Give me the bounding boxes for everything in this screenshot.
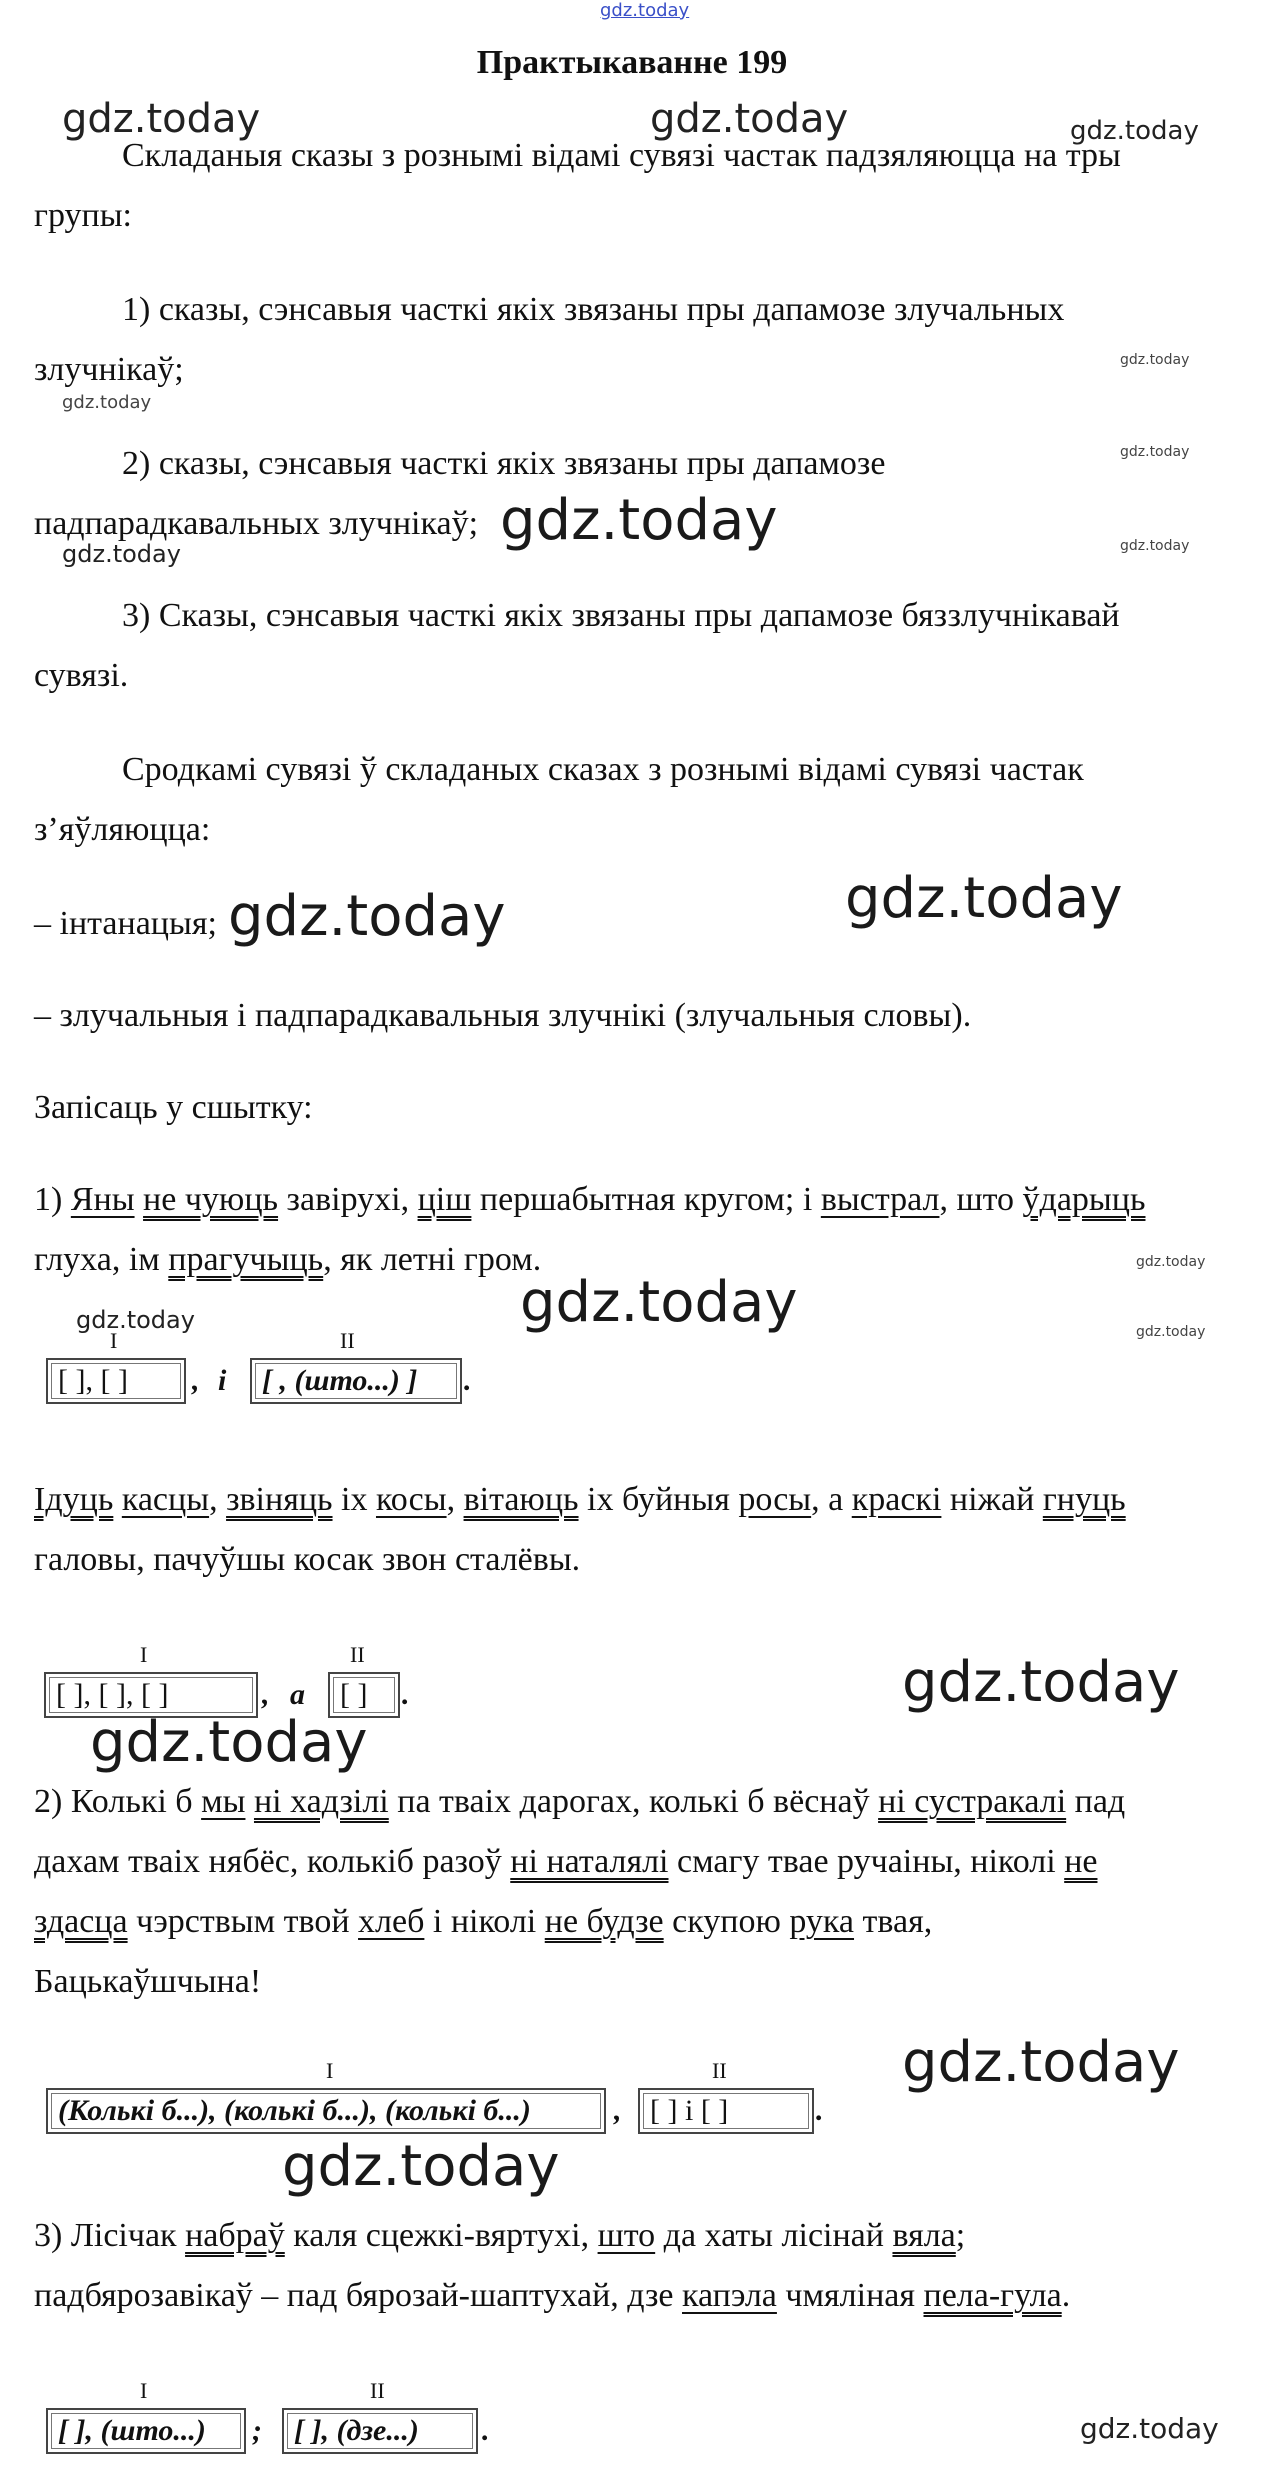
watermark: gdz.today — [500, 488, 778, 553]
subject: хлеб — [358, 1903, 425, 1940]
group-1-line: 1) сказы, сэнсавыя часткі якіх звязаны пры дапамозе злучальных — [122, 291, 1065, 328]
predicate: ўдарыць — [1022, 1181, 1146, 1218]
group-3-line: сувязі. — [34, 657, 129, 694]
watermark: gdz.today — [520, 1270, 798, 1335]
predicate: набраў — [185, 2217, 285, 2254]
scheme-part: [ ], (дзе...) — [282, 2408, 478, 2454]
sentence-4-line: падбярозавікаў – пад бярозай-шаптухай, дзе капэла чмяліная пела-гула. — [34, 2277, 1071, 2314]
subject: краскі — [851, 1481, 942, 1518]
sentence-3-line: здасца чэрствым твой хлеб і ніколі не будзе скупою рука твая, — [34, 1903, 933, 1940]
group-1-line: злучнікаў; — [34, 351, 184, 388]
subject: выстрал — [820, 1181, 940, 1218]
predicate: Ідуць — [34, 1481, 114, 1518]
watermark: gdz.today — [1120, 538, 1190, 554]
predicate: звіняць — [226, 1481, 333, 1518]
watermark: gdz.today — [902, 2030, 1180, 2095]
sentence-2-line: галовы, пачуўшы косак звон сталёвы. — [34, 1541, 581, 1578]
predicate: ціш — [417, 1181, 472, 1218]
means-line: з’яўляюцца: — [34, 811, 211, 848]
watermark: gdz.today — [902, 1650, 1180, 1715]
sentence-3-line: 2) Колькі б мы ні хадзілі па тваіх дарогах, колькі б вёснаў ні сустракалі пад — [34, 1783, 1126, 1820]
subject: капэла — [682, 2277, 777, 2314]
subject: росы — [738, 1481, 812, 1518]
subject: што — [597, 2217, 656, 2254]
watermark: gdz.today — [1120, 352, 1190, 368]
watermark: gdz.today — [62, 96, 261, 142]
means-intonation: – інтанацыя; — [34, 905, 217, 942]
watermark: gdz.today — [76, 1306, 195, 1334]
predicate: пела-гула — [923, 2277, 1062, 2314]
predicate: гнуць — [1042, 1481, 1126, 1518]
subject: косы — [375, 1481, 447, 1518]
watermark: gdz.today — [90, 1710, 368, 1775]
subject: касцы — [121, 1481, 210, 1518]
scheme-part: [ ], (што...) — [46, 2408, 246, 2454]
scheme-part: [ ], [ ], [ ] — [44, 1672, 258, 1718]
watermark: gdz.today — [1120, 444, 1190, 460]
watermark: gdz.today — [62, 540, 181, 568]
subject: Яны — [70, 1181, 135, 1218]
predicate: не — [1064, 1843, 1098, 1880]
scheme-part: [ ] — [328, 1672, 400, 1718]
watermark: gdz.today — [1136, 1254, 1206, 1270]
subject: мы — [201, 1783, 246, 1820]
means-line: Сродкамі сувязі ў складаных сказах з рознымі відамі сувязі частак — [122, 751, 1084, 788]
means-conjunctions: – злучальныя і падпарадкавальныя злучнікі (злучальныя словы). — [34, 997, 972, 1034]
predicate: не чуюць — [143, 1181, 279, 1218]
predicate: здасца — [34, 1903, 128, 1940]
page-title: Практыкаванне 199 — [476, 44, 788, 81]
group-2-line: 2) сказы, сэнсавыя часткі якіх звязаны пры дапамозе — [122, 445, 886, 482]
predicate: ні хадзілі — [253, 1783, 389, 1820]
sentence-3-line: Бацькаўшчына! — [34, 1963, 262, 2000]
watermark: gdz.today — [1136, 1324, 1206, 1340]
watermark: gdz.today — [1070, 116, 1199, 146]
watermark-top: gdz.today — [600, 0, 690, 21]
scheme-part: [ ] і [ ] — [638, 2088, 814, 2134]
subject: рука — [789, 1903, 855, 1940]
watermark: gdz.today — [1080, 2412, 1219, 2445]
predicate: не будзе — [544, 1903, 664, 1940]
intro-line: Складаныя сказы з рознымі відамі сувязі частак падзяляюцца на тры — [122, 137, 1121, 174]
watermark: gdz.today — [845, 866, 1123, 931]
sentence-1-line: глуха, ім прагучыць, як летні гром. — [34, 1241, 542, 1278]
predicate: прагучыць — [168, 1241, 324, 1278]
task-text: Запісаць у сшытку: — [34, 1089, 313, 1126]
sentence-1-line: 1) Яны не чуюць завірухі, ціш першабытная кругом; і выстрал, што ўдарыць — [34, 1181, 1146, 1218]
group-2-line: падпарадкавальных злучнікаў; — [34, 505, 479, 542]
intro-line: групы: — [34, 197, 132, 234]
predicate: вітаюць — [463, 1481, 579, 1518]
predicate: ні сустракалі — [878, 1783, 1067, 1820]
scheme-part: (Колькі б...), (колькі б...), (колькі б...) — [46, 2088, 606, 2134]
sentence-4-line: 3) Лісічак набраў каля сцежкі-вяртухі, што да хаты лісінай вяла; — [34, 2217, 966, 2254]
predicate: ні наталялі — [510, 1843, 669, 1880]
scheme-part: [ ], [ ] — [46, 1358, 186, 1404]
watermark: gdz.today — [228, 884, 506, 949]
watermark: gdz.today — [650, 96, 849, 142]
watermark: gdz.today — [62, 392, 152, 413]
watermark: gdz.today — [282, 2134, 560, 2199]
sentence-3-line: дахам тваіх нябёс, колькіб разоў ні наталялі смагу твае ручаіны, ніколі не — [34, 1843, 1098, 1880]
predicate: вяла — [892, 2217, 956, 2254]
scheme-part: [ , (што...) ] — [250, 1358, 462, 1404]
group-3-line: 3) Сказы, сэнсавыя часткі якіх звязаны пры дапамозе бяззлучнікавай — [122, 597, 1120, 634]
sentence-2-line: Ідуць касцы, звіняць іх косы, вітаюць іх буйныя росы, а краскі ніжай гнуць — [34, 1481, 1126, 1518]
